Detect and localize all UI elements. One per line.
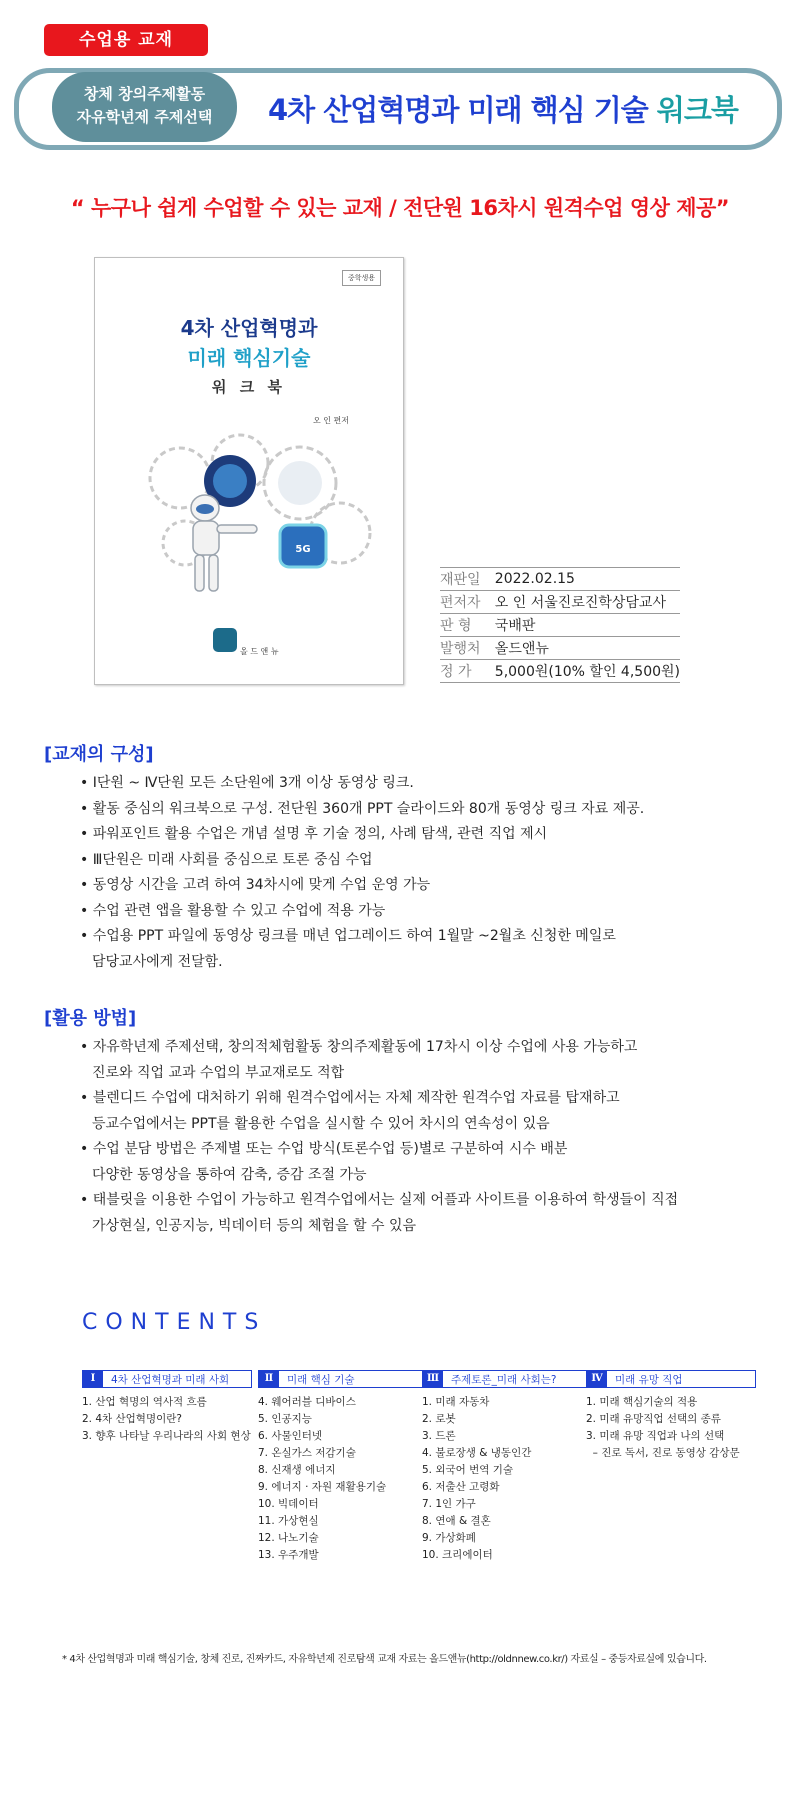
title-accent: 워크북 xyxy=(656,93,738,127)
list-item: 9. 에너지 · 자원 재활용기술 xyxy=(258,1481,387,1493)
banner-tab-line2: 자유학년제 주제선택 xyxy=(76,108,213,126)
list-item: 13. 우주개발 xyxy=(258,1549,319,1561)
info-key: 발행처 xyxy=(440,637,489,660)
list-item: 2. 4차 산업혁명이란? xyxy=(82,1413,182,1425)
list-item: 11. 가상현실 xyxy=(258,1515,319,1527)
chapter-items xyxy=(82,1394,252,1445)
info-value: 올드앤뉴 xyxy=(489,637,680,660)
info-row xyxy=(440,614,680,637)
chapter-items xyxy=(586,1394,756,1462)
list-item: 3. 향후 나타날 우리나라의 사회 현상 xyxy=(82,1430,251,1442)
list-item: – 진로 독서, 진로 동영상 감상문 xyxy=(586,1447,740,1459)
chapter-items xyxy=(258,1394,428,1564)
list-item: • 자유학년제 주제선택, 창의적체험활동 창의주제활동에 17차시 이상 수업에 사용 가능하고 xyxy=(80,1039,638,1055)
chapter-number: Ⅱ xyxy=(259,1371,279,1387)
list-item: 8. 신재생 에너지 xyxy=(258,1464,336,1476)
composition-title: [교재의 구성] xyxy=(44,744,154,765)
list-item: 5. 외국어 번역 기술 xyxy=(422,1464,514,1476)
list-item: 7. 온실가스 저감기술 xyxy=(258,1447,356,1459)
textbook-badge: 수업용 교재 xyxy=(44,24,208,56)
list-item-continuation: 진로와 직업 교과 수업의 부교재로도 적합 xyxy=(92,1064,345,1081)
book-publisher: 올 드 앤 뉴 xyxy=(240,647,279,656)
svg-text:5G: 5G xyxy=(295,544,311,555)
list-item-continuation: 가상현실, 인공지능, 빅데이터 등의 체험을 할 수 있음 xyxy=(92,1217,417,1234)
list-item: 7. 1인 가구 xyxy=(422,1498,476,1510)
list-item: 4. 불로장생 & 냉동인간 xyxy=(422,1447,532,1459)
list-item: • 수업용 PPT 파일에 동영상 링크를 매년 업그레이드 하여 1월말 ~2월초 신청한 메일로 xyxy=(80,928,616,944)
info-row xyxy=(440,660,680,683)
chapter-number: Ⅳ xyxy=(587,1371,607,1387)
contents-column-3 xyxy=(422,1370,592,1564)
info-value: 5,000원(10% 할인 4,500원) xyxy=(489,660,680,683)
page-title xyxy=(268,88,738,129)
info-key: 판 형 xyxy=(440,614,489,637)
list-item: • 활동 중심의 워크북으로 구성. 전단원 360개 PPT 슬라이드와 80개 동영상 링크 자료 제공. xyxy=(80,800,645,817)
list-item-continuation: 다양한 동영상을 통하여 감축, 증감 조절 가능 xyxy=(92,1166,367,1183)
list-item: 5. 인공지능 xyxy=(258,1413,312,1425)
banner-tab-line1: 창체 창의주제활동 xyxy=(83,85,206,103)
robot-gears-illustration xyxy=(125,423,385,603)
list-item: 2. 미래 유망직업 선택의 종류 xyxy=(586,1413,721,1425)
column-header xyxy=(258,1370,428,1388)
book-title-line1: 4차 산업혁명과 xyxy=(180,316,318,340)
list-item: 1. 산업 혁명의 역사적 흐름 xyxy=(82,1396,207,1408)
list-item: • 수업 분담 방법은 주제별 또는 수업 방식(토론수업 등)별로 구분하여 시수 배분 xyxy=(80,1141,568,1157)
contents-column-4 xyxy=(586,1370,756,1462)
book-tag: 중학생용 xyxy=(342,270,381,286)
list-item: 3. 드론 xyxy=(422,1430,456,1442)
column-header xyxy=(586,1370,756,1388)
list-item: 6. 사물인터넷 xyxy=(258,1430,323,1442)
list-item-continuation: 등교수업에서는 PPT를 활용한 수업을 실시할 수 있어 차시의 연속성이 있음 xyxy=(92,1115,550,1132)
info-row xyxy=(440,568,680,591)
list-item: • 동영상 시간을 고려 하여 34차시에 맞게 수업 운영 가능 xyxy=(80,877,431,893)
chapter-number: Ⅰ xyxy=(83,1371,103,1387)
column-header xyxy=(82,1370,252,1388)
list-item-continuation: 담당교사에게 전달함. xyxy=(92,953,223,970)
slogan: “ 누구나 쉽게 수업할 수 있는 교재 / 전단원 16차시 원격수업 영상 제공” xyxy=(70,196,730,220)
list-item: 9. 가상화폐 xyxy=(422,1532,476,1544)
book-title-line2: 미래 핵심기술 xyxy=(187,346,311,370)
list-item: 6. 저출산 고령화 xyxy=(422,1481,500,1493)
list-item: • 태블릿을 이용한 수업이 가능하고 원격수업에서는 실제 어플과 사이트를 이용하여 학생들이 직접 xyxy=(80,1192,679,1208)
book-cover xyxy=(94,257,404,685)
footnote: * 4차 산업혁명과 미래 핵심기술, 창체 진로, 진짜카드, 자유학년제 진로탐색 교재 자료는 올드앤뉴(http://oldnnew.co.kr/) 자료실 – 중등자료실에 있습니다. xyxy=(62,1654,707,1665)
list-item: • 파워포인트 활용 수업은 개념 설명 후 기술 정의, 사례 탐색, 관련 직업 제시 xyxy=(80,826,548,842)
title-main: 4차 산업혁명과 미래 핵심 기술 xyxy=(268,93,657,127)
list-item: • 블렌디드 수업에 대처하기 위해 원격수업에서는 자체 제작한 원격수업 자료를 탑재하고 xyxy=(80,1090,620,1106)
list-item: 8. 연애 & 결혼 xyxy=(422,1515,491,1527)
usage-list xyxy=(80,1035,678,1239)
info-value: 국배판 xyxy=(489,614,680,637)
publisher-logo xyxy=(213,628,237,652)
list-item: 4. 웨어러블 디바이스 xyxy=(258,1396,356,1408)
chapter-items xyxy=(422,1394,592,1564)
list-item: • Ⅲ단원은 미래 사회를 중심으로 토론 중심 수업 xyxy=(80,851,373,868)
contents-column-1 xyxy=(82,1370,252,1445)
info-key: 정 가 xyxy=(440,660,489,683)
book-author: 오 인 편저 xyxy=(313,416,349,425)
contents-column-2 xyxy=(258,1370,428,1564)
info-key: 재판일 xyxy=(440,568,489,591)
info-row xyxy=(440,591,680,614)
composition-list xyxy=(80,771,644,975)
book-info-table xyxy=(440,567,680,683)
contents-title: CONTENTS xyxy=(82,1310,267,1335)
info-key: 편저자 xyxy=(440,591,489,614)
info-value: 2022.02.15 xyxy=(489,568,680,591)
list-item: 10. 크리에이터 xyxy=(422,1549,493,1561)
list-item: • 수업 관련 앱을 활용할 수 있고 수업에 적용 가능 xyxy=(80,902,386,919)
list-item: 12. 나노기술 xyxy=(258,1532,319,1544)
list-item: 10. 빅데이터 xyxy=(258,1498,319,1510)
chapter-title: 미래 핵심 기술 xyxy=(287,1373,355,1386)
list-item: 1. 미래 핵심기술의 적용 xyxy=(586,1396,698,1408)
list-item: 1. 미래 자동차 xyxy=(422,1396,490,1408)
info-value: 오 인 서울진로진학상담교사 xyxy=(489,591,680,614)
chapter-title: 4차 산업혁명과 미래 사회 xyxy=(111,1373,230,1386)
info-row xyxy=(440,637,680,660)
chapter-title: 미래 유망 직업 xyxy=(615,1373,683,1386)
book-title-line3: 워 크 북 xyxy=(212,378,286,396)
banner-tab xyxy=(52,72,237,142)
list-item: • Ⅰ단원 ~ Ⅳ단원 모든 소단원에 3개 이상 동영상 링크. xyxy=(80,775,414,791)
list-item: 2. 로봇 xyxy=(422,1413,456,1425)
column-header xyxy=(422,1370,592,1388)
list-item: 3. 미래 유망 직업과 나의 선택 xyxy=(586,1430,725,1442)
chapter-title: 주제토론_미래 사회는? xyxy=(451,1373,557,1386)
chapter-number: Ⅲ xyxy=(423,1371,443,1387)
usage-title: [활용 방법] xyxy=(44,1008,137,1029)
